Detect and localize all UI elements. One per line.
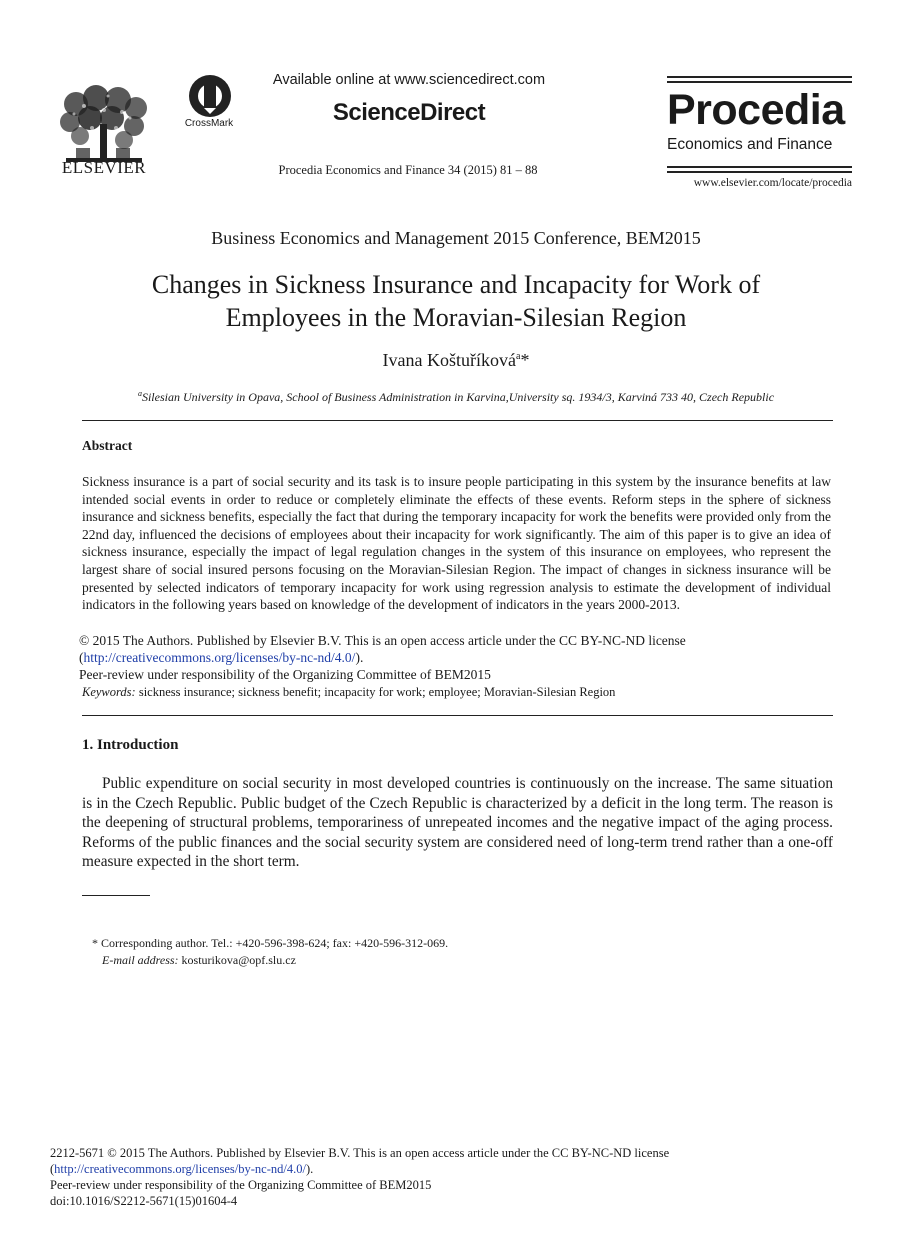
footer-issn-line: 2212-5671 © 2015 The Authors. Published by Elsevier B.V. This is an open access article under the CC BY-NC-ND license — [50, 1146, 670, 1160]
abstract-body: Sickness insurance is a part of social security and its task is to insure people participating in this system by the insurance benefits at law intended social events in order to reduce or completely eliminate the effects of these events. Reform steps in the sphere of sickness insurance and sickness benefits, especially the fact that during the temporary incapacity for work the benefits were provided only from the 22nd day, influenced the decisions of employees about their incapacity for work significantly. The aim of this paper is to give an idea of sickness insurance, especially the impact of legal regulation changes in the system of this insurance on employees, who represent the largest share of social insured persons focusing on the Moravian-Silesian Region. The impact of changes in sickness insurance will be presented by selected indicators of temporary incapacity for work using regression analysis to estimate the development of individual indicators in the following years based on knowledge of the development of indicators in the years 2000-2013. — [82, 474, 831, 613]
abstract-license — [79, 649, 363, 666]
available-online-text: Available online at www.sciencedirect.com — [272, 72, 546, 88]
author-corresponding-mark: * — [520, 350, 530, 370]
crossmark-label: CrossMark — [184, 118, 234, 129]
affiliation — [80, 389, 832, 405]
footer-license-open-paren: ( — [50, 1162, 55, 1176]
procedia-bottom-rule — [667, 166, 852, 168]
abstract-top-rule — [82, 420, 833, 421]
journal-citation: Procedia Economics and Finance 34 (2015) 81 – 88 — [278, 163, 538, 177]
affiliation-sup: a — [137, 389, 142, 398]
keywords-label: Keywords: — [82, 685, 136, 699]
license-link[interactable]: http://creativecommons.org/licenses/by-nc-nd/4.0/ — [83, 650, 356, 665]
corresponding-author-note: * Corresponding author. Tel.: +420-596-398-624; fax: +420-596-312-069. — [92, 936, 449, 950]
footer-license-link[interactable]: http://creativecommons.org/licenses/by-nc-nd/4.0/ — [54, 1162, 306, 1176]
author-affiliation-sup: a — [516, 351, 521, 362]
footer-doi[interactable]: doi:10.1016/S2212-5671(15)01604-4 — [50, 1194, 238, 1208]
abstract-copyright: © 2015 The Authors. Published by Elsevier B.V. This is an open access article under the CC BY-NC-ND license — [79, 633, 686, 648]
email-label: E-mail address: — [102, 953, 179, 967]
footer-license-close-paren: ). — [305, 1162, 314, 1176]
introduction-body: Public expenditure on social security in most developed countries is continuously on the increase. The same situation is in the Czech Republic. Public budget of the Czech Republic is characterized by a deficit in the long term. The reason is the deepening of structural problems, temporariness of unrepeated incomes and the negative impact of the aging process. Reforms of the public finances and the social security system are considered need of long-term trend rather than a one-off measure expected in the short term. — [82, 775, 833, 870]
article-title-line-1: Changes in Sickness Insurance and Incapacity for Work of — [151, 270, 761, 299]
abstract-heading: Abstract — [82, 438, 133, 453]
license-open-paren: ( — [79, 650, 84, 665]
procedia-url-link[interactable]: www.elsevier.com/locate/procedia — [693, 177, 852, 189]
footnote-rule — [82, 895, 150, 896]
elsevier-wordmark: ELSEVIER — [61, 158, 147, 177]
footer-peer-review: Peer-review under responsibility of the Organizing Committee of BEM2015 — [50, 1178, 432, 1192]
email-note — [102, 953, 296, 968]
conference-name: Business Economics and Management 2015 Conference, BEM2015 — [211, 228, 701, 248]
keywords — [82, 685, 615, 700]
procedia-bottom-rule-2 — [667, 171, 852, 173]
abstract-peer-review: Peer-review under responsibility of the Organizing Committee of BEM2015 — [79, 667, 491, 682]
email-address[interactable]: kosturikova@opf.slu.cz — [178, 953, 296, 967]
license-close-paren: ). — [355, 650, 364, 665]
procedia-subtitle: Economics and Finance — [667, 136, 833, 153]
article-title — [80, 268, 832, 334]
procedia-title: Procedia — [667, 86, 845, 134]
abstract-bottom-rule — [82, 715, 833, 716]
procedia-top-rule — [667, 76, 852, 78]
footer-license — [50, 1161, 313, 1177]
affiliation-text: Silesian University in Opava, School of Business Administration in Karvina,University sq. 1934/3, Karviná 733 40, Czech Republic — [141, 390, 775, 404]
introduction-heading: 1. Introduction — [82, 737, 179, 753]
sciencedirect-logo[interactable]: ScienceDirect — [332, 99, 486, 126]
procedia-top-rule-2 — [667, 81, 852, 83]
author-name: Ivana Koštuříková — [382, 350, 516, 370]
author-line — [80, 350, 832, 371]
keywords-list: sickness insurance; sickness benefit; incapacity for work; employee; Moravian-Silesian Region — [135, 685, 616, 699]
article-title-line-2: Employees in the Moravian-Silesian Region — [225, 303, 687, 332]
